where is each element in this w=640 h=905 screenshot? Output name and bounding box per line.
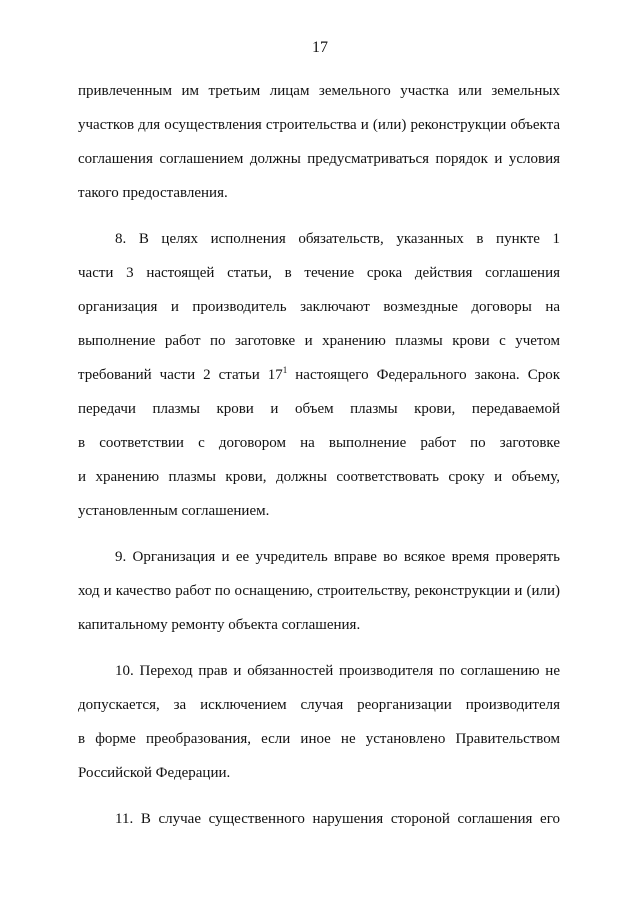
text-line: привлеченным им третьим лицам земельного участка или земельных — [78, 83, 560, 99]
page-number: 17 — [312, 39, 328, 56]
text-line: Российской Федерации. — [78, 765, 231, 781]
paragraph-9 — [78, 540, 560, 642]
superscript: 1 — [282, 365, 288, 375]
text-line: допускается, за исключением случая реорганизации производителя — [78, 697, 560, 713]
text-line: ход и качество работ по оснащению, строительству, реконструкции и (или) — [78, 583, 560, 599]
text-line: установленным соглашением. — [78, 503, 270, 519]
paragraph-8 — [78, 222, 560, 528]
text-line: 11. В случае существенного нарушения стороной соглашения его — [115, 811, 560, 827]
document-body — [78, 74, 560, 836]
text-line: и хранению плазмы крови, должны соответствовать сроку и объему, — [78, 469, 560, 485]
paragraph-gap — [78, 790, 560, 802]
text-line: соглашения соглашением должны предусматриваться порядок и условия — [78, 151, 560, 167]
text-segment: настоящего Федерального закона. Срок — [287, 367, 560, 383]
text-line: 8. В целях исполнения обязательств, указанных в пункте 1 — [115, 231, 560, 247]
text-line: выполнение работ по заготовке и хранению плазмы крови с учетом — [78, 333, 560, 349]
paragraph-gap — [78, 528, 560, 540]
paragraph-gap — [78, 210, 560, 222]
paragraph-10 — [78, 654, 560, 790]
text-line: передачи плазмы крови и объем плазмы крови, передаваемой — [78, 401, 560, 417]
text-line: организация и производитель заключают возмездные договоры на — [78, 299, 560, 315]
text-line: в форме преобразования, если иное не установлено Правительством — [78, 731, 560, 747]
paragraph-gap — [78, 642, 560, 654]
text-line: в соответствии с договором на выполнение работ по заготовке — [78, 435, 560, 451]
text-line: капитальному ремонту объекта соглашения. — [78, 617, 361, 633]
text-line: участков для осуществления строительства и (или) реконструкции объекта — [78, 117, 560, 133]
text-line: 10. Переход прав и обязанностей производителя по соглашению не — [115, 663, 560, 679]
text-line: такого предоставления. — [78, 185, 228, 201]
paragraph-11 — [78, 802, 560, 836]
text-line-with-superscript — [78, 358, 560, 392]
text-segment: требований части 2 статьи 17 — [78, 367, 283, 383]
text-line: части 3 настоящей статьи, в течение срока действия соглашения — [78, 265, 560, 281]
text-line: 9. Организация и ее учредитель вправе во всякое время проверять — [115, 549, 560, 565]
paragraph-continuation — [78, 74, 560, 210]
